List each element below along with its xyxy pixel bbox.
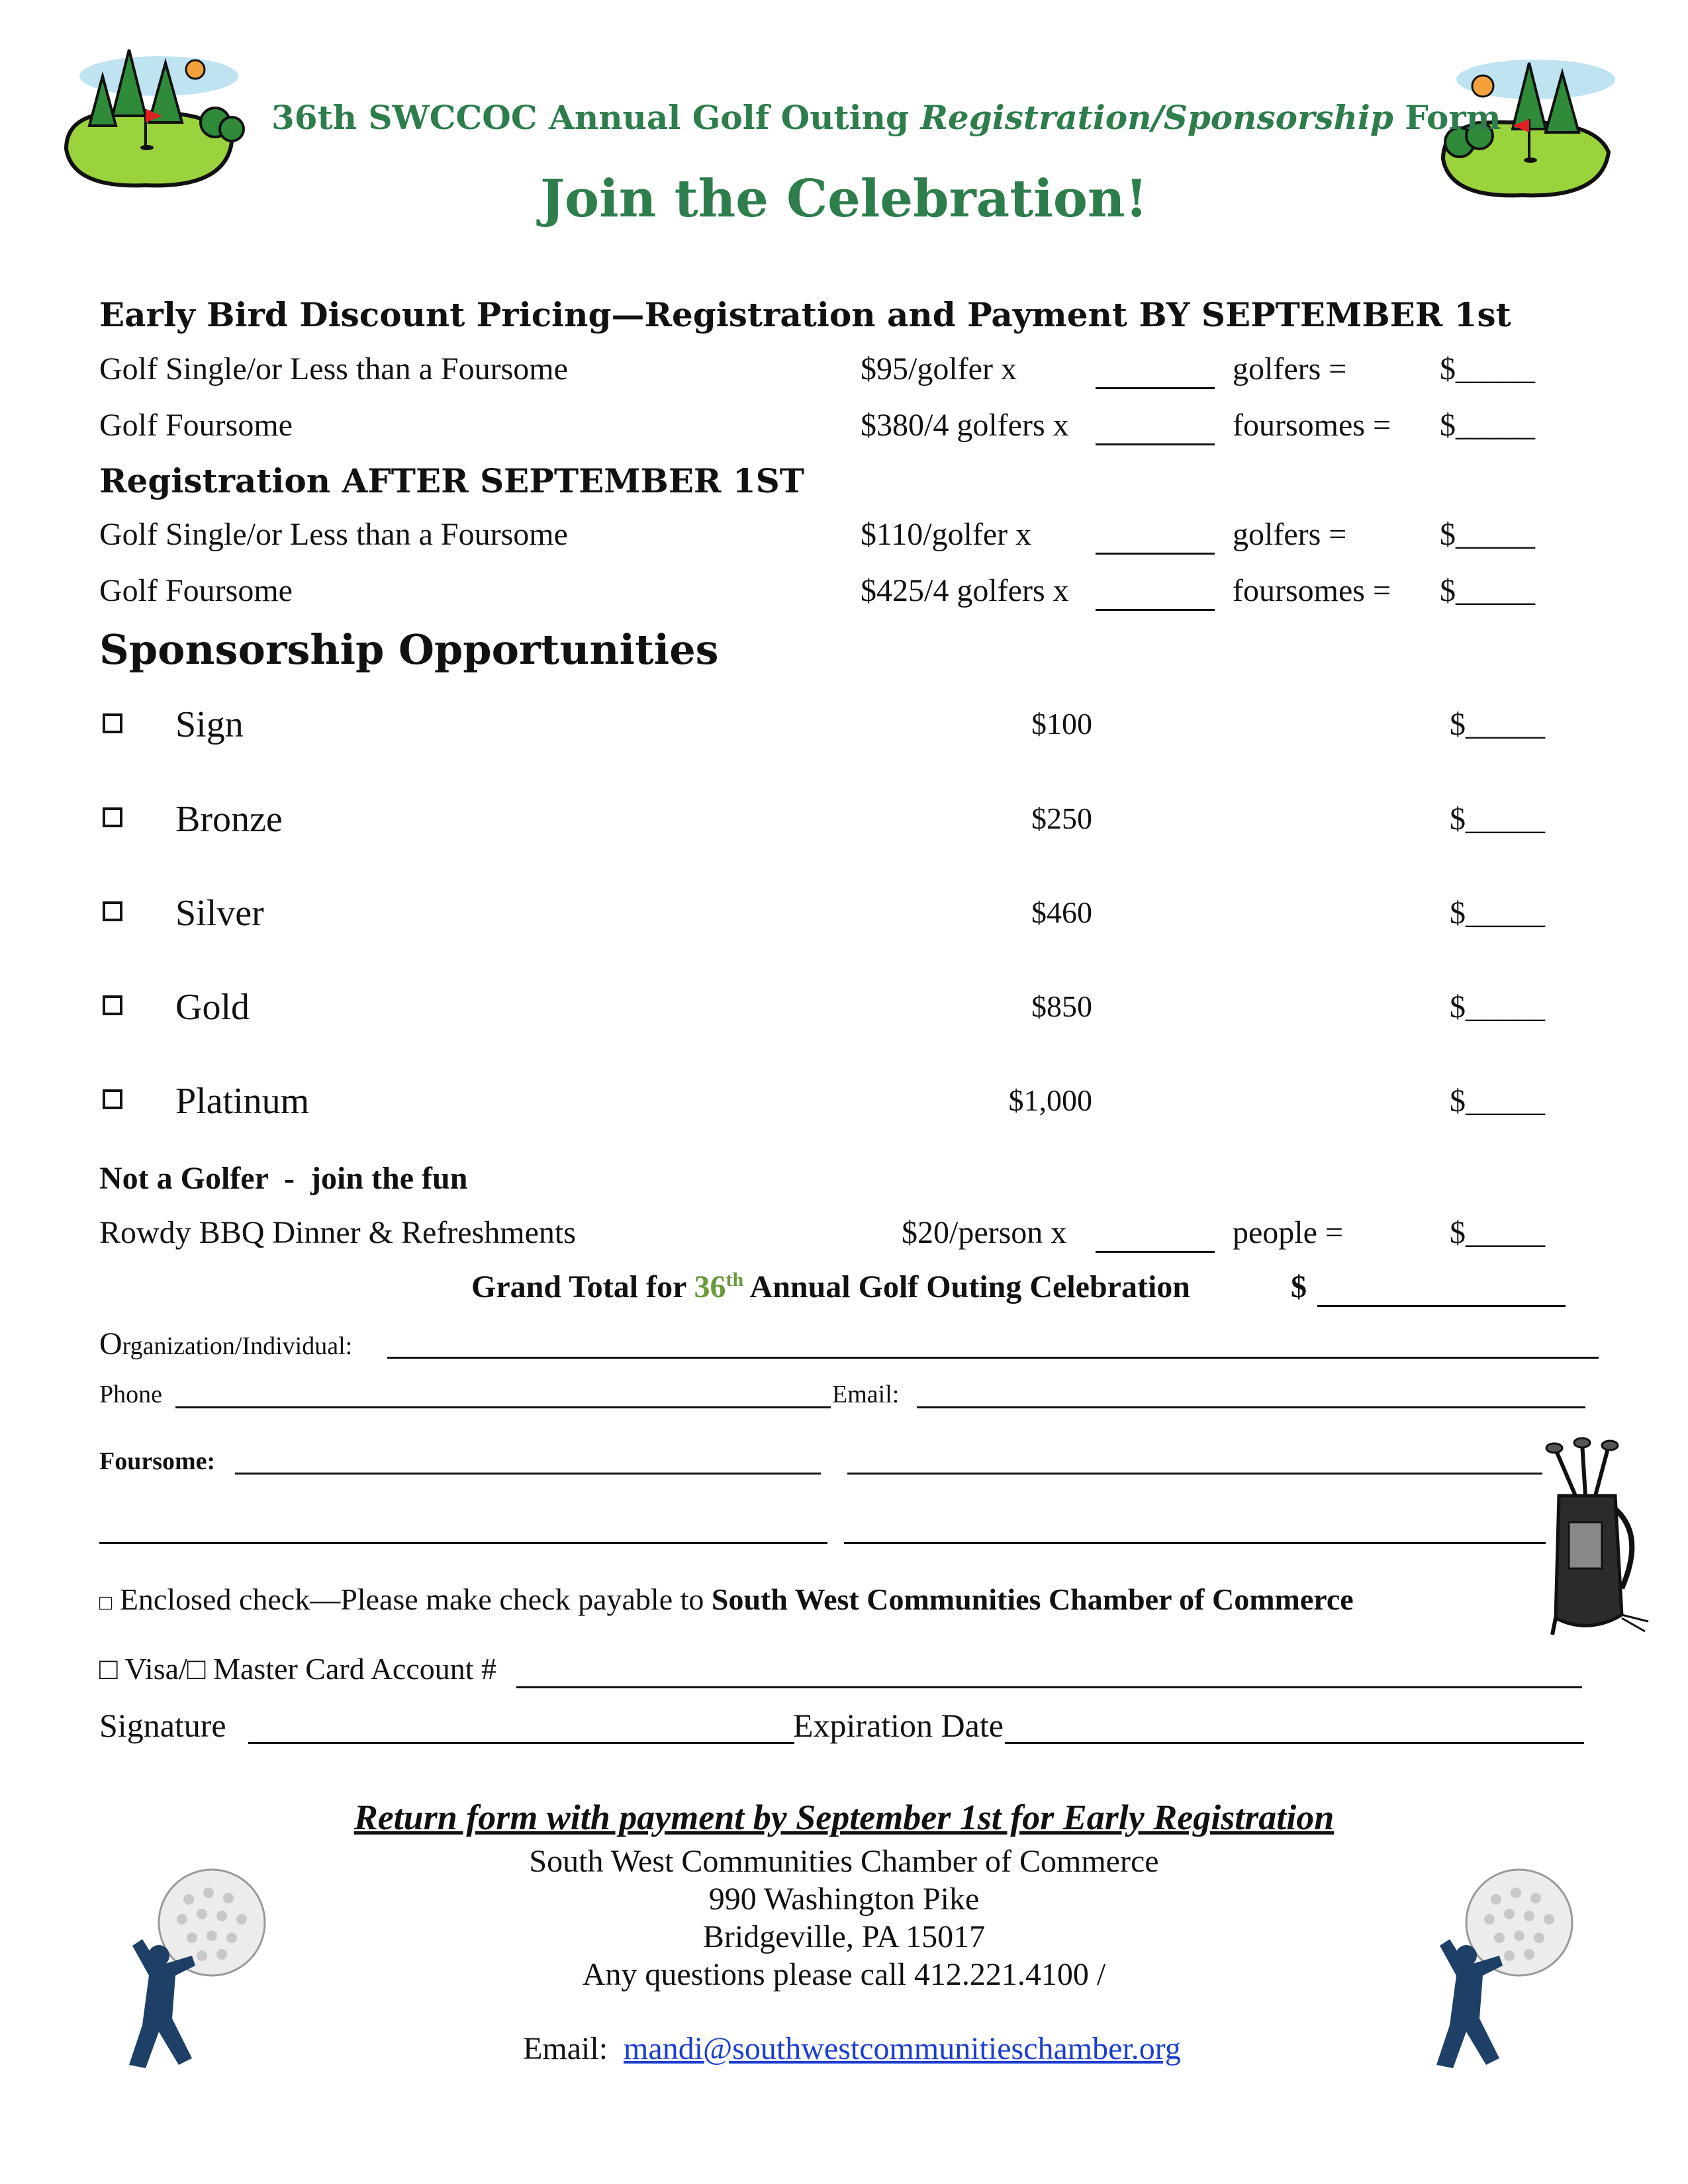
check-payee: South West Communities Chamber of Commerce — [711, 1582, 1354, 1616]
grand-total-number: 36 — [694, 1269, 726, 1304]
return-note: Return form with payment by September 1st for Early Registration — [353, 1797, 1335, 1837]
grand-total-prefix: Grand Total for — [471, 1269, 694, 1304]
footer-street: 990 Washington Pike — [708, 1882, 980, 1917]
form-title-suffix: Form — [1393, 98, 1501, 137]
check-text: Enclosed check—Please make check payable to — [112, 1582, 712, 1616]
early-single-unit: golfers = — [1233, 351, 1347, 387]
non-golfer-heading: Not a Golfer - join the fun — [99, 1161, 468, 1196]
late-single-price: $110/golfer x — [861, 517, 1032, 552]
sponsor-silver-label: Silver — [175, 893, 264, 934]
org-label-initial: O — [99, 1326, 122, 1361]
sponsor-sign-label: Sign — [175, 704, 244, 745]
sponsor-silver-checkbox[interactable] — [103, 901, 122, 921]
footer-city: Bridgeville, PA 15017 — [702, 1919, 986, 1954]
footer-org: South West Communities Chamber of Commerce — [529, 1844, 1159, 1879]
early-single-total[interactable]: $_____ — [1440, 351, 1535, 387]
grand-total-sup: th — [726, 1269, 744, 1291]
sponsor-gold-total[interactable]: $_____ — [1450, 989, 1545, 1024]
sponsorship-heading: Sponsorship Opportunities — [99, 625, 719, 674]
early-single-label: Golf Single/or Less than a Foursome — [99, 351, 568, 387]
late-foursome-price: $425/4 golfers x — [861, 573, 1069, 608]
card-label[interactable]: □ Visa/□ Master Card Account # — [99, 1652, 497, 1686]
org-field[interactable] — [387, 1357, 1599, 1359]
foursome-player-2[interactable] — [847, 1473, 1542, 1475]
foursome-player-3[interactable] — [99, 1542, 827, 1544]
signature-field[interactable] — [248, 1742, 794, 1744]
foursome-player-4[interactable] — [844, 1542, 1546, 1544]
sponsor-silver-price: $460 — [1031, 895, 1092, 929]
grand-total-dollar: $ — [1291, 1269, 1307, 1304]
footer-email-label: Email: — [523, 2031, 624, 2066]
late-single-unit: golfers = — [1233, 517, 1347, 552]
form-title-prefix: 36th SWCCOC Annual Golf Outing — [271, 98, 921, 137]
sponsor-sign-price: $100 — [1031, 707, 1092, 741]
sponsor-gold-label: Gold — [175, 987, 250, 1028]
foursome-label: Foursome: — [99, 1447, 216, 1475]
sponsor-bronze-label: Bronze — [175, 799, 283, 840]
golf-bag-icon — [1523, 1436, 1655, 1641]
card-account-field[interactable] — [516, 1686, 1582, 1688]
sponsor-silver-total[interactable]: $_____ — [1450, 895, 1545, 931]
early-single-price: $95/golfer x — [861, 351, 1017, 387]
late-single-total[interactable]: $_____ — [1440, 517, 1535, 552]
sponsor-gold-checkbox[interactable] — [103, 995, 122, 1015]
form-title-italic: Registration/Sponsorship — [920, 98, 1393, 137]
phone-label: Phone — [99, 1381, 162, 1408]
sponsor-gold-price: $850 — [1031, 989, 1092, 1023]
early-foursome-total[interactable]: $_____ — [1440, 408, 1535, 443]
late-single-qty-field[interactable] — [1096, 553, 1215, 555]
late-foursome-label: Golf Foursome — [99, 573, 293, 608]
expiration-field[interactable] — [1005, 1742, 1584, 1744]
early-foursome-qty-field[interactable] — [1096, 443, 1215, 445]
golf-ball-figure-icon-right — [1423, 1866, 1582, 2078]
sponsor-sign-checkbox[interactable] — [103, 713, 122, 733]
check-option[interactable] — [99, 1582, 1354, 1617]
late-heading: Registration AFTER SEPTEMBER 1ST — [99, 461, 804, 500]
check-checkbox[interactable]: □ — [99, 1590, 113, 1614]
late-foursome-total[interactable]: $_____ — [1440, 573, 1535, 608]
sponsor-bronze-price: $250 — [1031, 801, 1092, 835]
sponsor-platinum-total[interactable]: $_____ — [1450, 1083, 1545, 1118]
early-foursome-label: Golf Foursome — [99, 408, 293, 443]
grand-total-field[interactable] — [1317, 1305, 1566, 1307]
sponsor-platinum-label: Platinum — [175, 1081, 310, 1122]
sponsor-sign-total[interactable]: $_____ — [1450, 707, 1545, 742]
phone-field[interactable] — [175, 1406, 831, 1408]
late-single-label: Golf Single/or Less than a Foursome — [99, 517, 568, 552]
signature-label: Signature — [99, 1707, 226, 1744]
foursome-player-1[interactable] — [235, 1473, 821, 1475]
expiration-label: Expiration Date — [793, 1707, 1004, 1744]
org-label — [99, 1326, 352, 1362]
bbq-unit: people = — [1233, 1215, 1344, 1250]
email-label: Email: — [832, 1381, 900, 1408]
bbq-label: Rowdy BBQ Dinner & Refreshments — [99, 1215, 576, 1250]
footer-phone: Any questions please call 412.221.4100 / — [582, 1957, 1106, 1992]
bbq-qty-field[interactable] — [1096, 1251, 1215, 1253]
sponsor-bronze-total[interactable]: $_____ — [1450, 801, 1545, 837]
early-foursome-unit: foursomes = — [1233, 408, 1391, 443]
grand-total-suffix: Annual Golf Outing Celebration — [743, 1269, 1190, 1304]
late-foursome-qty-field[interactable] — [1096, 609, 1215, 611]
sponsor-platinum-checkbox[interactable] — [103, 1089, 122, 1109]
early-foursome-price: $380/4 golfers x — [861, 408, 1069, 443]
org-label-rest: rganization/Individual: — [122, 1332, 353, 1360]
sponsor-bronze-checkbox[interactable] — [103, 807, 122, 827]
form-title — [271, 98, 1501, 137]
page-subtitle: Join the Celebration! — [540, 169, 1148, 229]
grand-total-label — [471, 1269, 1190, 1305]
bbq-price: $20/person x — [902, 1215, 1067, 1250]
sponsor-platinum-price: $1,000 — [1008, 1083, 1092, 1117]
footer-email-link[interactable]: mandi@southwestcommunitieschamber.org — [624, 2031, 1181, 2066]
bbq-total[interactable]: $_____ — [1450, 1215, 1545, 1250]
early-bird-heading: Early Bird Discount Pricing—Registration and Payment BY SEPTEMBER 1st — [99, 295, 1511, 334]
early-single-qty-field[interactable] — [1096, 387, 1215, 389]
late-foursome-unit: foursomes = — [1233, 573, 1391, 608]
golf-ball-figure-icon-left — [116, 1866, 275, 2078]
email-field[interactable] — [917, 1406, 1585, 1408]
